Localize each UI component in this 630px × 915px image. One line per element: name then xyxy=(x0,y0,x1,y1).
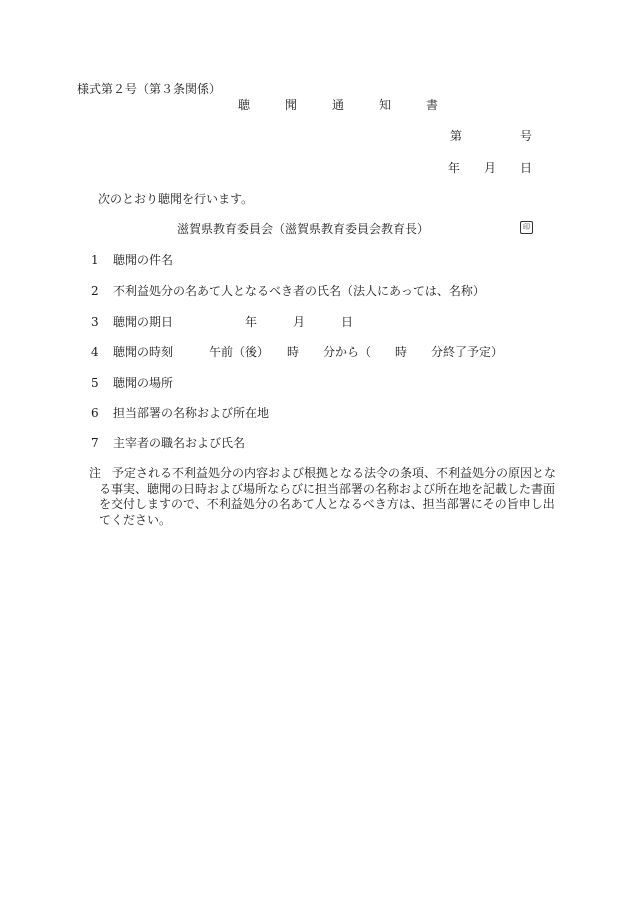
issue-number xyxy=(450,129,532,143)
item-text: 不利益処分の名あて人となるべき者の氏名（法人にあっては、名称） xyxy=(113,284,485,298)
footnote-line: てください。 xyxy=(99,512,172,527)
list-item xyxy=(91,406,269,420)
item-number: 4 xyxy=(91,345,99,359)
list-item xyxy=(91,253,173,267)
footnote xyxy=(89,466,557,528)
item-text: 主宰者の職名および氏名 xyxy=(113,436,246,450)
list-item xyxy=(91,284,485,298)
item-number: 5 xyxy=(91,376,99,390)
issue-number-prefix: 第 xyxy=(449,129,462,143)
item-number: 2 xyxy=(91,284,99,298)
seal-stamp: 印 xyxy=(520,221,533,234)
issuer-name: 滋賀県教育委員会（滋賀県教育委員会教育長） xyxy=(177,222,430,236)
footnote-marker: 注 xyxy=(89,466,102,480)
form-number: 様式第２号（第３条関係） xyxy=(77,82,222,96)
item-number: 1 xyxy=(91,253,99,267)
list-item xyxy=(91,376,173,390)
item-text: 聴聞の場所 xyxy=(113,376,174,390)
item-number: 6 xyxy=(91,406,99,420)
list-item xyxy=(91,345,503,359)
issue-date-year: 年 xyxy=(447,161,460,175)
title-char: 聴 xyxy=(238,98,251,112)
footnote-line: る事実、聴聞の日時および場所ならびに担当部署の名称および所在地を記載した書面 xyxy=(99,481,556,496)
issue-date-day: 日 xyxy=(519,161,532,175)
title-char: 通 xyxy=(332,98,345,112)
title-char: 聞 xyxy=(285,98,298,112)
intro-text: 次のとおり聴聞を行います。 xyxy=(98,192,254,206)
title-char: 書 xyxy=(426,98,439,112)
item-text: 聴聞の件名 xyxy=(113,253,174,267)
document-title xyxy=(238,98,473,112)
list-item xyxy=(91,315,353,329)
item-text: 聴聞の時刻 午前（後） 時 分から（ 時 分終了予定） xyxy=(113,345,504,359)
issue-date xyxy=(448,161,532,175)
issue-date-month: 月 xyxy=(483,161,496,175)
item-text: 担当部署の名称および所在地 xyxy=(113,406,270,420)
item-number: 3 xyxy=(91,315,99,329)
item-text: 聴聞の期日 年 月 日 xyxy=(113,315,354,329)
issue-number-suffix: 号 xyxy=(519,129,532,143)
list-item xyxy=(91,436,245,450)
item-number: 7 xyxy=(91,436,99,450)
footnote-line: 予定される不利益処分の内容および根拠となる法令の条項、不利益処分の原因とな xyxy=(112,466,557,480)
title-char: 知 xyxy=(379,98,392,112)
footnote-line: を交付しますので、不利益処分の名あて人となるべき方は、担当部署にその旨申し出 xyxy=(99,497,555,511)
